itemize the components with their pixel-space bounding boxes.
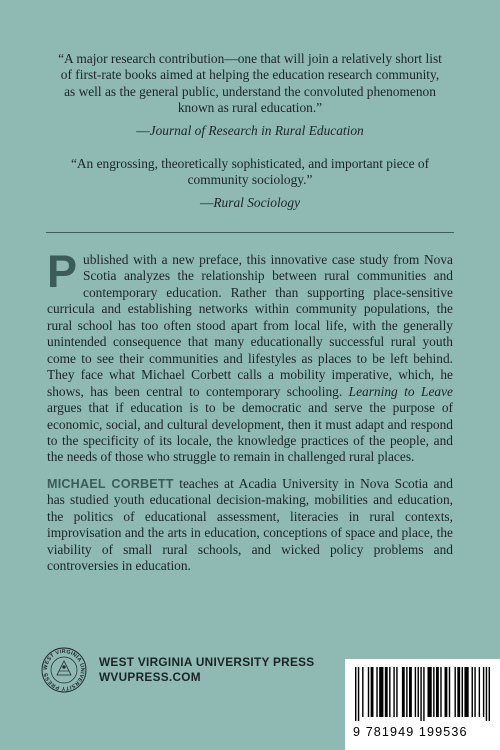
barcode-bar <box>474 667 475 717</box>
publisher-block <box>41 647 314 693</box>
isbn-barcode <box>345 659 500 750</box>
barcode-bar <box>393 667 394 717</box>
review-quote-1 <box>58 51 442 139</box>
drop-cap: P <box>47 246 78 297</box>
section-divider <box>46 232 454 233</box>
barcode-bar <box>427 667 431 717</box>
barcode-bar <box>389 667 390 717</box>
review-quote-text: “An engrossing, theoretically sophisticated, and important piece of community sociology.” <box>70 156 430 188</box>
barcode-bar <box>457 667 460 717</box>
barcode-bar <box>420 667 421 721</box>
barcode-bar <box>371 667 374 717</box>
barcode-bar <box>385 667 388 717</box>
barcode-bar <box>355 667 356 721</box>
review-attribution: —Journal of Research in Rural Education <box>136 122 364 138</box>
barcode-bar <box>483 667 484 717</box>
barcode-bar <box>423 667 424 721</box>
svg-text:WEST VIRGINIA UNIVERSITY PRESS <box>43 649 85 691</box>
description-intro: ublished with a new preface, this innovative case study from Nova Scotia analyzes the relationship between rural communities and contemporary education. Rather than supporting place-sensitive curricula and establishing networks within community populations, the rural school has too often stood apart from local life, with the generally unintended consequence that many educationally successful rural youth come to see their communities and lifestyles as places to be left behind. They face what Michael Corbett calls a mobility imperative, which, he shows, has been central to contemporary schooling. <box>47 252 453 399</box>
barcode-bar <box>368 667 369 717</box>
book-title: Learning to Leave <box>348 383 453 399</box>
barcode-bar <box>440 667 441 717</box>
review-attribution: —Rural Sociology <box>199 194 301 210</box>
barcode-bar <box>362 667 363 717</box>
isbn-number: 9 781949 199536 <box>353 725 468 739</box>
barcode-bar <box>376 667 377 717</box>
barcode-bar <box>418 667 419 717</box>
barcode-bar <box>479 667 480 717</box>
description-rest: argues that if education is to be democratic and serve the purpose of economic, social, and cultural development, then it must adapt and respond to the specificity of its locale, the knowledge practices of the people, and the needs of those who struggle to remain in challenged rural places. <box>47 400 453 465</box>
publisher-text <box>99 655 314 686</box>
publisher-name: WEST VIRGINIA UNIVERSITY PRESS <box>99 654 315 669</box>
barcode-bar <box>486 667 487 721</box>
author-name: MICHAEL CORBETT <box>47 476 174 491</box>
review-quote-2 <box>58 156 442 211</box>
review-quote-text: “A major research contribution—one that will join a relatively short list of first-rate books aimed at helping the education research community, as well as the general public, understand the convoluted phenomenon known as rural education.” <box>58 51 442 116</box>
barcode-bar <box>433 667 434 717</box>
barcode-bar <box>402 667 405 717</box>
university-seal-icon <box>41 647 87 693</box>
barcode-bar <box>396 667 397 717</box>
review-source: Journal of Research in Rural Education <box>149 122 364 138</box>
barcode-bar <box>464 667 468 717</box>
barcode-bar <box>445 667 448 717</box>
description-paragraph <box>47 246 453 466</box>
review-source: Rural Sociology <box>213 194 301 210</box>
barcode-bars <box>355 667 490 721</box>
author-bio <box>47 476 453 575</box>
book-description <box>47 246 453 575</box>
barcode-bar <box>409 667 412 717</box>
barcode-bar <box>415 667 416 717</box>
barcode-bar <box>472 667 473 717</box>
publisher-website: WVUPRESS.COM <box>99 670 201 684</box>
seal-text: WEST VIRGINIA UNIVERSITY PRESS <box>42 648 86 692</box>
barcode-bar <box>489 667 490 721</box>
author-bio-text: teaches at Acadia University in Nova Scotia and has studied youth educational decision-making, mobilities and education, the politics of educational assessment, literacies in rural contexts, improvisation and the arts in education, conceptions of space and place, the viability of small rural schools, and wicked policy problems and controversies in education. <box>47 475 453 574</box>
barcode-bar <box>379 667 383 717</box>
barcode-bar <box>454 667 455 717</box>
barcode-bar <box>406 667 407 717</box>
barcode-bar <box>449 667 450 717</box>
barcode-bar <box>358 667 359 721</box>
barcode-bar <box>462 667 463 717</box>
barcode-bar <box>436 667 439 717</box>
